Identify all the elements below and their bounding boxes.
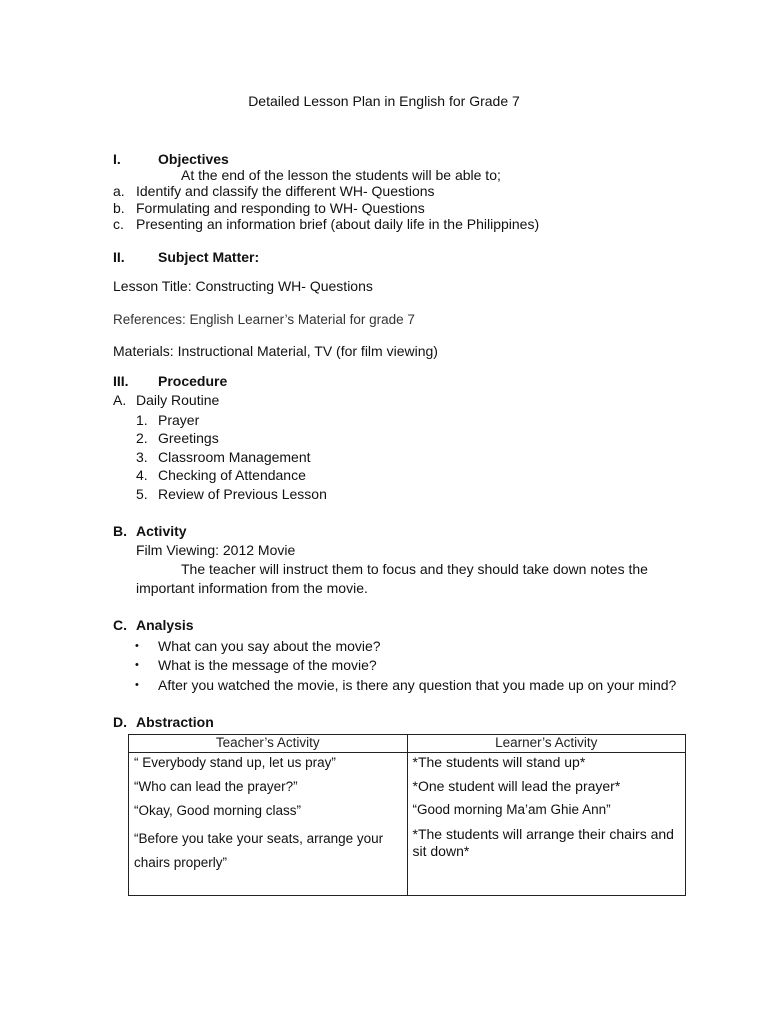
objective-letter-c: c. (113, 216, 124, 232)
routine-item-1: Prayer (158, 412, 200, 428)
objective-item-b: Formulating and responding to WH- Questions (136, 200, 425, 216)
section-numeral-objectives: I. (113, 151, 121, 167)
learner-activity-cell (407, 753, 686, 896)
subject-matter-heading: Subject Matter: (158, 249, 260, 265)
table-header-row (129, 735, 686, 753)
routine-number-3: 3. (136, 449, 148, 465)
bullet-icon: • (135, 640, 139, 652)
learner-activity-header: Learner’s Activity (407, 735, 686, 753)
materials: Materials: Instructional Material, TV (for film viewing) (113, 343, 438, 359)
teacher-line-1: “ Everybody stand up, let us pray” (134, 755, 336, 770)
routine-item-2: Greetings (158, 430, 219, 446)
teacher-line-3: “Okay, Good morning class” (134, 803, 302, 818)
analysis-question-2: What is the message of the movie? (158, 657, 377, 673)
activity-heading: Activity (136, 523, 187, 539)
learner-line-2: *One student will lead the prayer* (412, 778, 621, 794)
activity-letter: B. (113, 523, 127, 539)
routine-item-3: Classroom Management (158, 449, 311, 465)
routine-number-1: 1. (136, 412, 148, 428)
learner-line-4: *The students will arrange their chairs and sit down* (412, 826, 674, 859)
section-numeral-procedure: III. (113, 373, 129, 389)
section-numeral-subject: II. (113, 249, 125, 265)
learner-line-1: *The students will stand up* (412, 754, 586, 770)
procedure-heading: Procedure (158, 373, 228, 389)
daily-routine-letter: A. (113, 392, 127, 408)
objectives-intro: At the end of the lesson the students will be able to; (181, 167, 501, 183)
teacher-line-2: “Who can lead the prayer?” (134, 779, 298, 794)
objective-item-c: Presenting an information brief (about daily life in the Philippines) (136, 216, 540, 232)
lesson-title: Lesson Title: Constructing WH- Questions (113, 278, 373, 294)
objectives-heading: Objectives (158, 151, 229, 167)
bullet-icon: • (135, 659, 139, 671)
abstraction-table (128, 734, 686, 896)
analysis-question-3: After you watched the movie, is there any question that you made up on your mind? (158, 677, 677, 693)
objective-letter-a: a. (113, 183, 125, 199)
page-title: Detailed Lesson Plan in English for Grade 7 (248, 93, 520, 109)
teacher-activity-header: Teacher’s Activity (129, 735, 408, 753)
routine-item-4: Checking of Attendance (158, 467, 306, 483)
references: References: English Learner’s Material for grade 7 (113, 312, 415, 327)
objective-letter-b: b. (113, 200, 125, 216)
objective-item-a: Identify and classify the different WH- Questions (136, 183, 435, 199)
teacher-activity-cell (129, 753, 408, 896)
bullet-icon: • (135, 679, 139, 691)
analysis-question-1: What can you say about the movie? (158, 638, 381, 654)
analysis-letter: C. (113, 617, 127, 633)
activity-instruction-line1: The teacher will instruct them to focus and they should take down notes the (181, 561, 648, 577)
film-viewing: Film Viewing: 2012 Movie (136, 542, 296, 558)
abstraction-heading: Abstraction (136, 714, 214, 730)
routine-number-5: 5. (136, 486, 148, 502)
abstraction-letter: D. (113, 714, 127, 730)
routine-number-2: 2. (136, 430, 148, 446)
daily-routine-heading: Daily Routine (136, 392, 220, 408)
routine-number-4: 4. (136, 467, 148, 483)
learner-line-3: “Good morning Ma’am Ghie Ann” (412, 802, 611, 817)
routine-item-5: Review of Previous Lesson (158, 486, 327, 502)
activity-instruction-line2: important information from the movie. (136, 580, 368, 596)
teacher-line-4: “Before you take your seats, arrange your chairs properly” (134, 831, 384, 870)
analysis-heading: Analysis (136, 617, 194, 633)
table-row (129, 753, 686, 896)
